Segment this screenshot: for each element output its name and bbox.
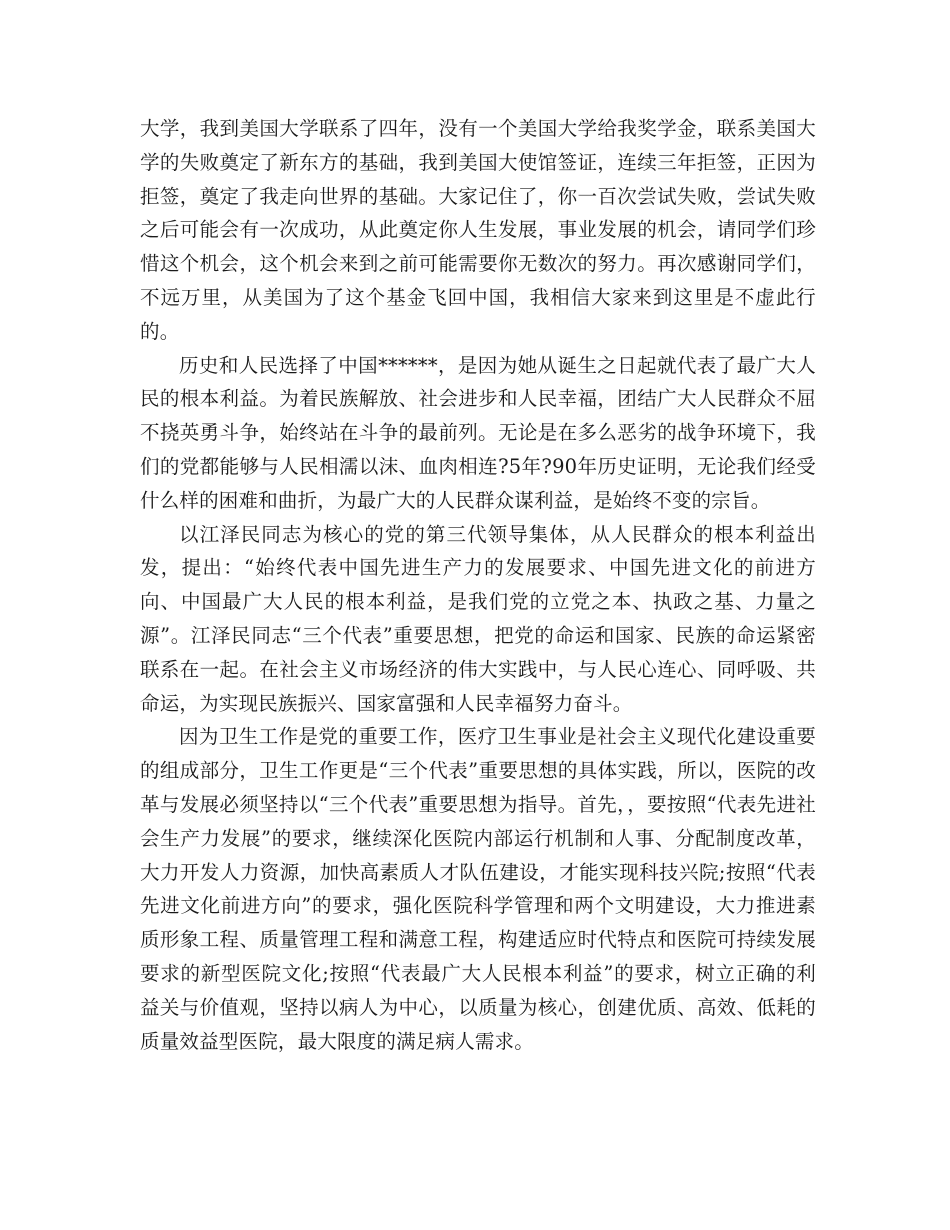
document-body — [140, 112, 816, 1058]
paragraph-2: 历史和人民选择了中国******，是因为她从诞生之日起就代表了最广大人民的根本利益。为着民族解放、社会进步和人民幸福，团结广大人民群众不屈不挠英勇斗争，始终站在斗争的最前列。无论是在多么恶劣的战争环境下，我们的党都能够与人民相濡以沫、血肉相连?5年?90年历史证明，无论我们经受什么样的困难和曲折，为最广大的人民群众谋利益，是始终不变的宗旨。 — [140, 353, 816, 512]
paragraph-4: 因为卫生工作是党的重要工作，医疗卫生事业是社会主义现代化建设重要的组成部分，卫生工作更是“三个代表”重要思想的具体实践，所以，医院的改革与发展必须坚持以“三个代表”重要思想为指导。首先，，要按照“代表先进社会生产力发展”的要求，继续深化医院内部运行机制和人事、分配制度改革，大力开发人力资源，加快高素质人才队伍建设，才能实现科技兴院;按照“代表先进文化前进方向”的要求，强化医院科学管理和两个文明建设，大力推进素质形象工程、质量管理工程和满意工程，构建适应时代特点和医院可持续发展要求的新型医院文化;按照“代表最广大人民根本利益”的要求，树立正确的利益关与价值观，坚持以病人为中心，以质量为核心，创建优质、高效、低耗的质量效益型医院，最大限度的满足病人需求。 — [140, 725, 816, 1053]
paragraph-1: 大学，我到美国大学联系了四年，没有一个美国大学给我奖学金，联系美国大学的失败奠定了新东方的基础，我到美国大使馆签证，连续三年拒签，正因为拒签，奠定了我走向世界的基础。大家记住了，你一百次尝试失败，尝试失败之后可能会有一次成功，从此奠定你人生发展，事业发展的机会，请同学们珍惜这个机会，这个机会来到之前可能需要你无数次的努力。再次感谢同学们，不远万里，从美国为了这个基金飞回中国，我相信大家来到这里是不虚此行的。 — [140, 117, 816, 343]
paragraph-3: 以江泽民同志为核心的党的第三代领导集体，从人民群众的根本利益出发，提出：“始终代表中国先进生产力的发展要求、中国先进文化的前进方向、中国最广大人民的根本利益，是我们党的立党之本、执政之基、力量之源”。江泽民同志“三个代表”重要思想，把党的命运和国家、民族的命运紧密联系在一起。在社会主义市场经济的伟大实践中，与人民心连心、同呼吸、共命运，为实现民族振兴、国家富强和人民幸福努力奋斗。 — [140, 522, 816, 715]
